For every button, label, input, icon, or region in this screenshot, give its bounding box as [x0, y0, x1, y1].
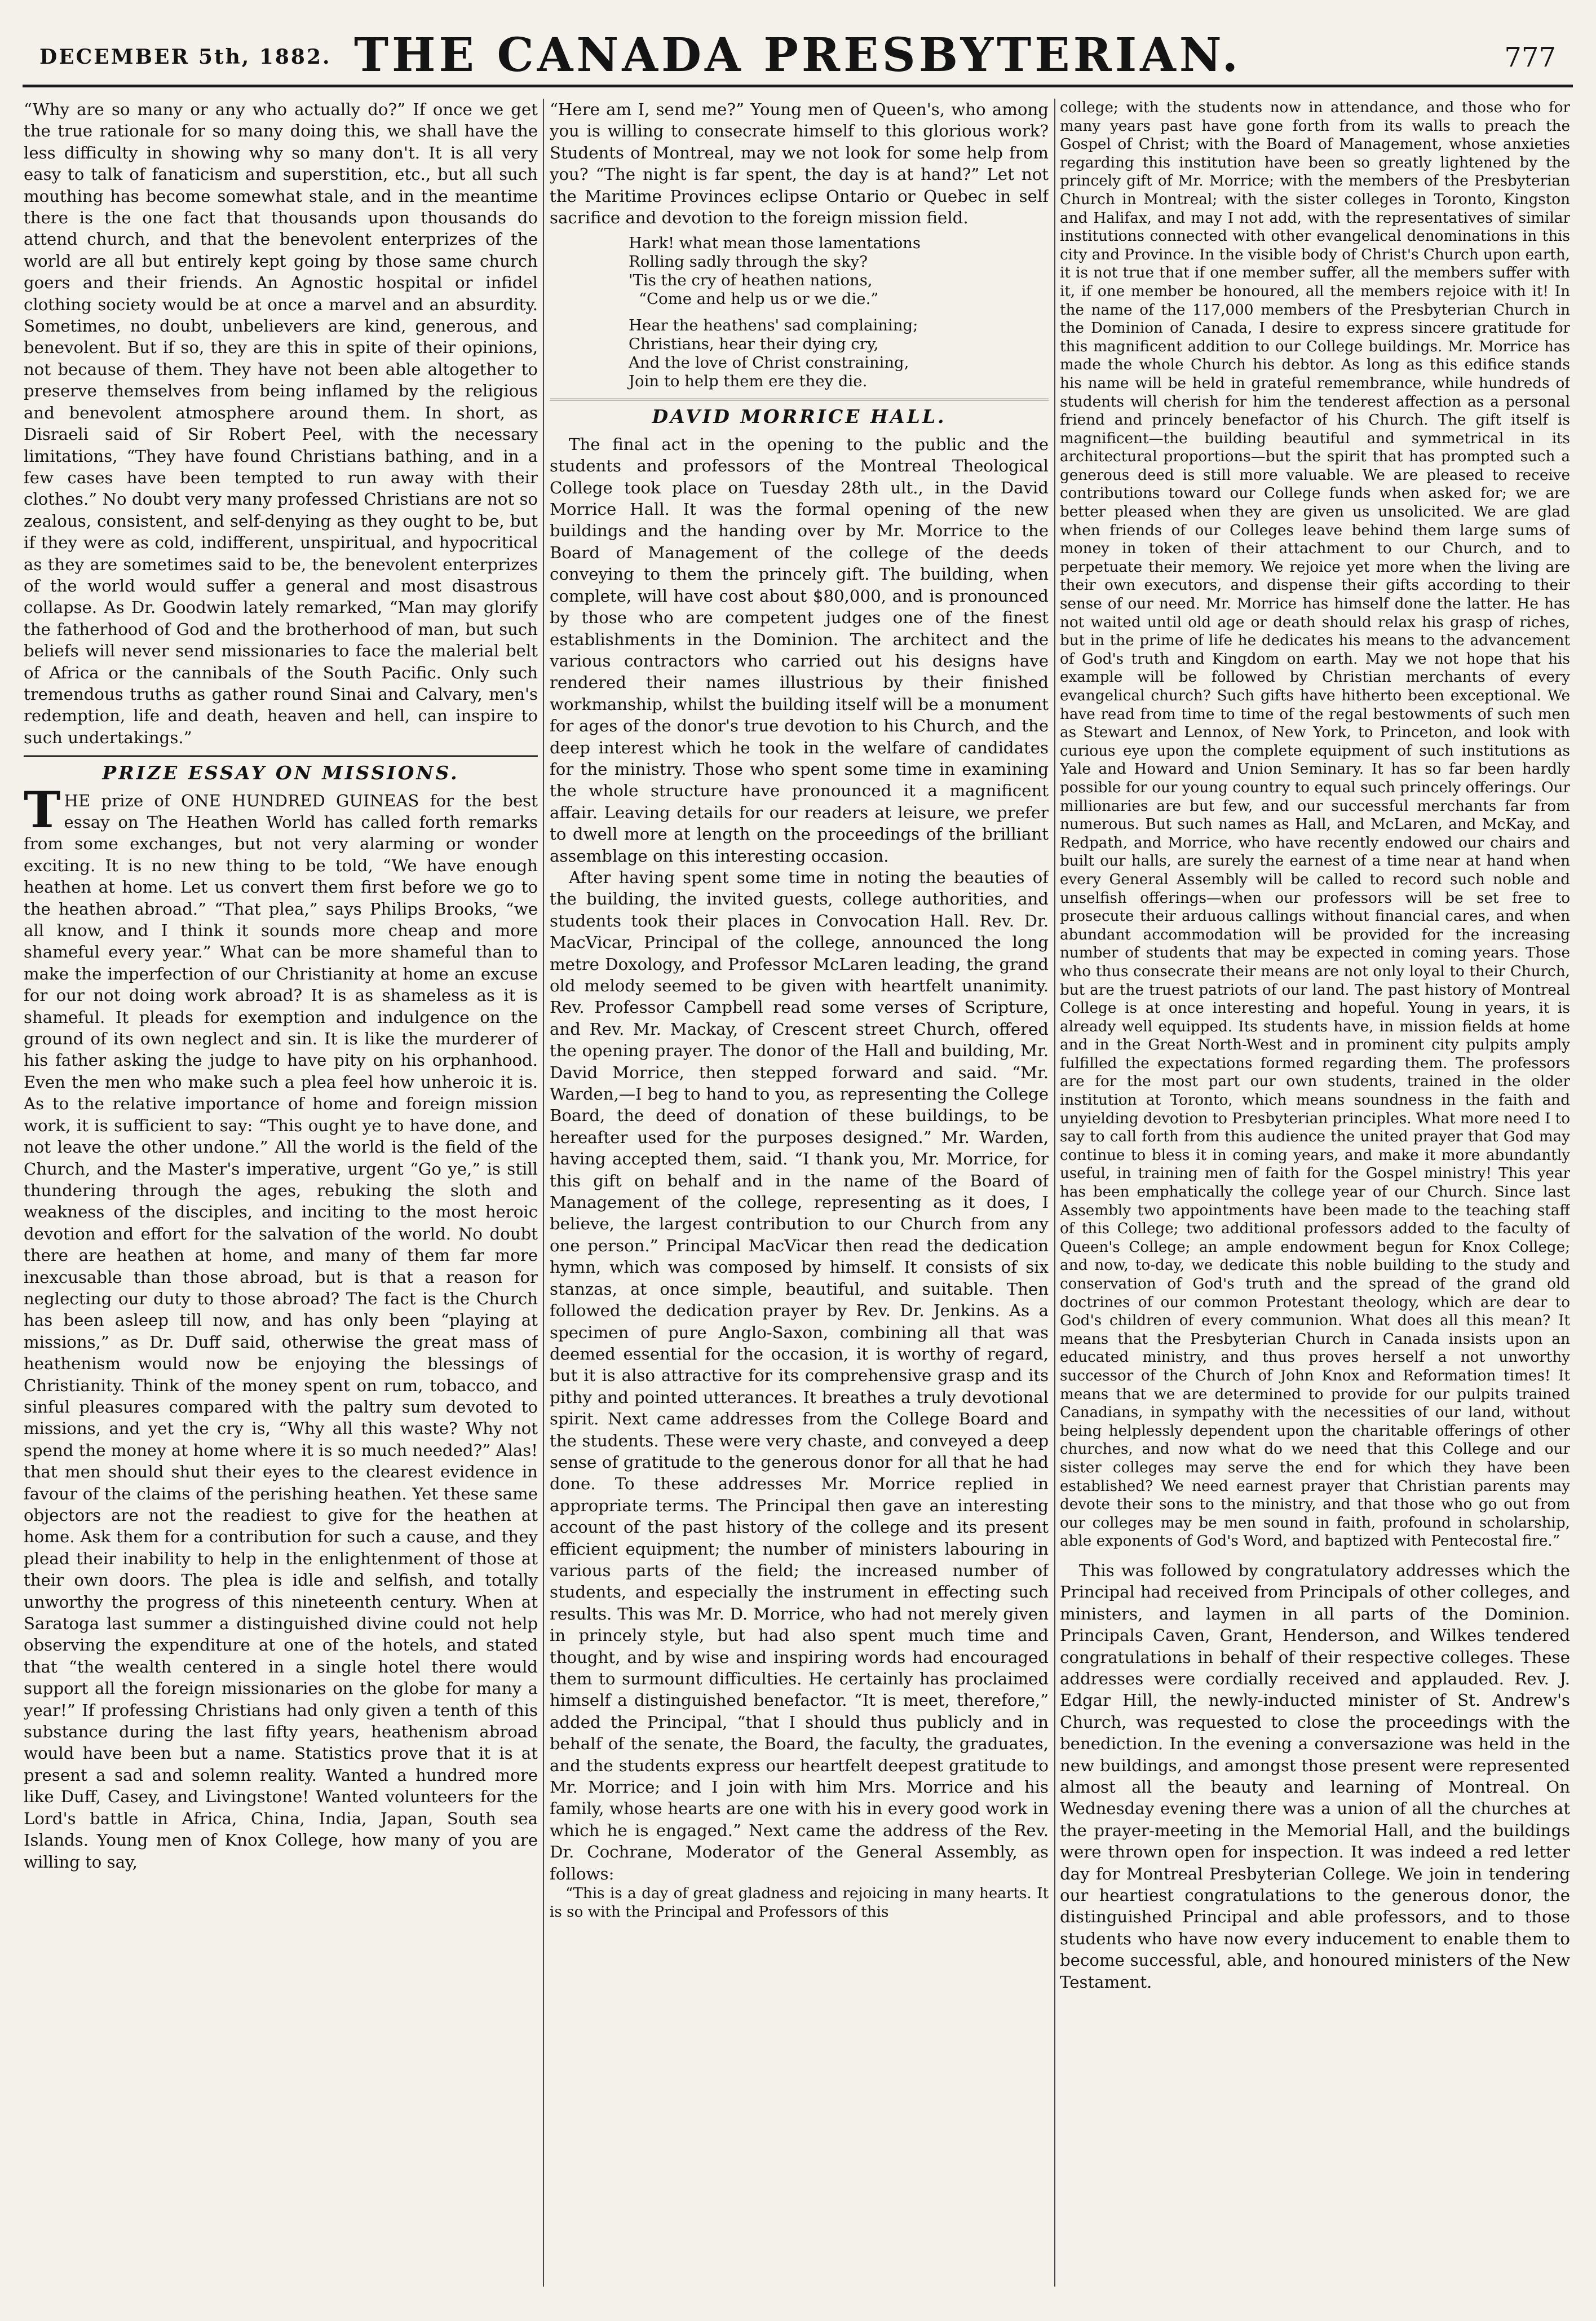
verse-line: Hear the heathens' sad complaining; — [629, 316, 918, 335]
article-paragraph: The final act in the opening to the public and the students and professors of the Montreal Theological College took place on Tuesday 28th ult., in the David Morrice Hall. It was the formal opening of the new buildings and the handing over by Mr. Morrice to the Board of Management of the college of the deeds conveying to them the princely gift. The building, when complete, will have cost about $80,000, and is pronounced by those who are competent judges one of the finest establishments in the Dominion. The architect and the various contractors who carried out his designs have rendered their names illustrious by their finished workmanship, whilst the building itself will be a monument for ages of the donor's true devotion to his Church, and the deep interest which he took in the welfare of candidates for the ministry. Those who spent some time in examining the whole structure have pronounced it a magnificent affair. Leaving details for our readers at leisure, we prefer to dwell more at length on the proceedings of the brilliant assemblage on this interesting occasion. — [550, 434, 1049, 866]
article-paragraph: college; with the students now in attendance, and those who for many years past have gone forth from its walls to preach the Gospel of Christ; with the Board of Management, whose anxieties regarding this institution have been so greatly lightened by the princely gift of Mr. Morrice; with the members of the Presbyterian Church in Montreal; with the sister colleges in Toronto, Kingston and Halifax, and may I not add, with the representatives of similar institutions connected with other evangelical denominations in this city and Province. In the visible body of Christ's Church upon earth, it is not true that if one member suffer, all the members suffer with it, if one member be honoured, all the members rejoice with it! In the name of the 117,000 members of the Presbyterian Church in the Dominion of Canada, I desire to express sincere gratitude for this magnificent addition to our College buildings. Mr. Morrice has made the whole Church his debtor. As long as this edifice stands his name will be held in grateful remembrance, while hundreds of students will cherish for him the tenderest affection as a personal friend and princely benefactor of his Church. The gift itself is magnificent—the building beautiful and symmetrical in its architectural proportions—but the spirit that has prompted such a generous deed is still more valuable. We are pleased to receive contributions toward our College funds when asked for; we are better pleased when they are given us unsolicited. We are glad when friends of our Colleges leave behind them large sums of money in token of their attachment to our Church, and to perpetuate their memory. We rejoice yet more when the living are their own executors, and dispense their gifts according to their sense of our need. Mr. Morrice has himself done the latter. He has not waited until old age or death should relax his grasp of riches, but in the prime of life he dedicates his means to the advancement of God's truth and Kingdom on earth. May we not hope that his example will be followed by Christian merchants of every evangelical church? Such gifts have hitherto been exceptional. We have read from time to time of the regal bestowments of such men as Stewart and Lennox, of New York, to Princeton, and look with curious eye upon the complete equipment of such institutions as Yale and Howard and Union Seminary. It has so far been hardly possible for our young country to equal such princely offerings. Our millionaries are but few, and our successful merchants far from numerous. But such names as Hall, and McLaren, and McKay, and Redpath, and Morrice, who have recently endowed our chairs and built our halls, are surely the earnest of a time near at hand when every General Assembly will be called to record such noble and unselfish offerings—when our professors will be set free to prosecute their arduous callings without financial cares, and when abundant accommodation will be provided for the increasing number of students that may be expected in coming years. Those who thus consecrate their means are not only loyal to their Church, but are the truest patriots of our land. The past history of Montreal College is at once interesting and hopeful. Young in years, it is already well equipped. Its students have, in mission fields at home and in the Great North-West and in prominent city pulpits amply fulfilled the expectations formed regarding them. The professors are for the most part our own students, trained in the older institution at Toronto, which means soundness in the faith and unyielding devotion to Presbyterian principles. What more need I to say to call forth from this audience the united prayer that God may continue to bless it in coming years, and make it more abundantly useful, in training men of faith for the Gospel ministry! This year has been emphatically the college year of our Church. Since last Assembly two appointments have been made to the teaching staff of this College; two additional professors added to the faculty of Queen's College; an ample endowment begun for Knox College; and now, to-day, we dedicate this noble building to the study and conservation of God's truth and the spread of the grand old doctrines of our common Protestant theology, which are dear to God's children of every communion. What does all this mean? It means that the Presbyterian Church in Canada insists upon an educated ministry, and thus proves herself a not unworthy successor of the Church of John Knox and Reformation times! It means that we are determined to provide for our pulpits trained Canadians, in sympathy with the necessities of our land, without being helplessly dependent upon the charitable offerings of other churches, and now what do we need that this College and our sister colleges may serve the end for which they have been established? We need earnest prayer that Christian parents may devote their sons to the ministry, and that those who go out from our colleges may be men sound in faith, profound in scholarship, able exponents of God's Word, and baptized with Pentecostal fire.” — [1060, 99, 1570, 1550]
section-heading-morrice-hall: DAVID MORRICE HALL. — [550, 399, 1049, 427]
verse-line: “Come and help us or we die.” — [639, 290, 879, 308]
stanza — [629, 234, 1049, 308]
verse-line: Rolling sadly through the sky? — [629, 253, 868, 271]
column-left — [24, 99, 538, 2287]
verse-line: And the love of Christ constraining, — [629, 354, 909, 372]
issue-date: DECEMBER 5th, 1882. — [39, 45, 331, 69]
stanza — [629, 316, 1049, 391]
column-middle — [550, 99, 1049, 2287]
article-paragraph: This was followed by congratulatory addresses which the Principal had received from Principals of other colleges, and ministers, and laymen in all parts of the Dominion. Principals Caven, Grant, Henderson, and Wilkes tendered congratulations in behalf of their respective colleges. These addresses were cordially received and applauded. Rev. J. Edgar Hill, the newly-inducted minister of St. Andrew's Church, was requested to close the proceedings with the benediction. In the evening a conversazione was held in the new buildings, and amongst those present were represented almost all the beauty and learning of Montreal. On Wednesday evening there was a union of all the churches at the prayer-meeting in the Memorial Hall, and the buildings were thrown open for inspection. It was indeed a red letter day for Montreal Presbyterian College. We join in tendering our heartiest congratulations to the generous donor, the distinguished Principal and able professors, and to those students who have now every inducement to enable them to become successful, able, and honoured ministers of the New Testament. — [1060, 1560, 1570, 1992]
verse-line: Join to help them ere they die. — [629, 372, 868, 391]
newspaper-title: THE CANADA PRESBYTERIAN. — [353, 28, 1242, 82]
drop-cap: T — [24, 780, 61, 839]
page-number: 777 — [1504, 42, 1556, 73]
section-heading-prize-essay: PRIZE ESSAY ON MISSIONS. — [24, 755, 538, 784]
quoted-address-continued — [1060, 99, 1570, 1551]
article-text: HE prize of ONE HUNDRED GUINEAS for the best essay on The Heathen World has called forth remarks from some exchanges, but not very alarming or wonder exciting. It is no new thing to be told, “We have enough heathen at home. Let us convert them first before we go to the heathen abroad.” “That plea,” says Philips Brooks, “we all know, and I think it sounds more cheap and more shameful every year.” What can be more shameful than to make the imperfection of our Christianity at home an excuse for our not doing work abroad? It is as shameless as it is shameful. It pleads for exemption and indulgence on the ground of its own neglect and sin. It is like the murderer of his father asking the judge to have pity on his orphanhood. Even the men who make such a plea feel how unheroic it is. As to the relative importance of home and foreign mission work, it is sufficient to say: “This ought ye to have done, and not leave the other undone.” All the world is the field of the Church, and the Master's imperative, urgent “Go ye,” is still thundering through the ages, rebuking the sloth and weakness of the disciples, and inciting to the most heroic devotion and effort for the salvation of the world. No doubt there are heathen at home, and many of them far more inexcusable than those abroad, but is that a reason for neglecting our duty to those abroad? The fact is the Church has been asleep till now, and has only been “playing at missions,” as Dr. Duff said, otherwise the great mass of heathenism would now be enjoying the blessings of Christianity. Think of the money spent on rum, tobacco, and sinful pleasures compared with the paltry sum devoted to missions, and yet the cry is, “Why all this waste? Why not spend the money at home where it is so much needed?” Alas! that men should shut their eyes to the clearest evidence in favour of the claims of the perishing heathen. Yet these same objectors are not the readiest to give for the heathen at home. Ask them for a contribution for such a cause, and they plead their inability to help in the enlightenment of those at their own doors. The plea is idle and selfish, and totally unworthy the progress of this nineteenth century. When at Saratoga last summer a distinguished divine could not help observing the expenditure at one of the hotels, and stated that “the wealth centered in a single hotel there would support all the foreign missionaries on the globe for many a year!” If professing Christians had only given a tenth of this substance during the last fifty years, heathenism abroad would have been but a name. Statistics prove that it is at present a sad and solemn reality. Wanted a hundred more like Duff, Casey, and Livingstone! Wanted volunteers for the Lord's battle in Africa, China, India, Japan, South sea Islands. Young men of Knox College, how many of you are willing to say, — [24, 791, 538, 1872]
verse-line: Christians, hear their dying cry, — [629, 335, 879, 354]
article-paragraph: “Here am I, send me?” Young men of Queen's, who among you is willing to consecrate himself to this glorious work? Students of Montreal, may we not look for some help from you? “The night is far spent, the day is at hand?” Let not the Maritime Provinces eclipse Ontario or Quebec in self sacrifice and devotion to the foreign mission field. — [550, 100, 1049, 228]
article-paragraph: “Why are so many or any who actually do?” If once we get the true rationale for so many doing this, we shall have the less difficulty in showing why so many don't. It is all very easy to talk of fanaticism and superstition, etc., but all such mouthing has become somewhat stale, and in the meantime there is the one fact that thousands upon thousands do attend church, and that the benevolent enterprizes of the world are all but entirely kept going by those same church goers and their friends. An Agnostic hospital or infidel clothing society would be at once a marvel and an absurdity. Sometimes, no doubt, unbelievers are kind, generous, and benevolent. But if so, they are this in spite of their opinions, not because of them. They have not been able altogether to preserve themselves from being inflamed by the religious and benevolent atmosphere around them. In short, as Disraeli said of Sir Robert Peel, with the necessary limitations, “They have found Christians bathing, and in a few cases have been tempted to run away with their clothes.” No doubt very many professed Christians are not so zealous, consistent, and self-denying as they ought to be, but if they were as cold, indifferent, unspiritual, and hypocritical as they are sometimes said to be, the benevolent enterprizes of the world would suffer a general and most disastrous collapse. As Dr. Goodwin lately remarked, “Man may glorify the fatherhood of God and the brotherhood of man, but such beliefs will never send missionaries to face the malerial belt of Africa or the cannibals of the South Pacific. Only such tremendous truths as gather round Sinai and Calvary, men's redemption, life and death, heaven and hell, can inspire to such undertakings.” — [24, 100, 538, 747]
verse-line: Hark! what mean those lamentations — [629, 234, 921, 253]
quoted-address — [550, 1885, 1049, 1921]
verse-line: 'Tis the cry of heathen nations, — [629, 271, 873, 290]
article-paragraph: “This is a day of great gladness and rejoicing in many hearts. It is so with the Principal and Professors of this — [550, 1885, 1049, 1921]
article-paragraph — [24, 780, 538, 1873]
article-closing — [1060, 1560, 1570, 1993]
article-paragraph: After having spent some time in noting the beauties of the building, the invited guests, college authorities, and students took their places in Convocation Hall. Rev. Dr. MacVicar, Principal of the college, announced the long metre Doxology, and Professor McLaren leading, the grand old melody seemed to be given with heartfelt unanimity. Rev. Professor Campbell read some verses of Scripture, and Rev. Mr. Mackay, of Crescent street Church, offered the opening prayer. The donor of the Hall and building, Mr. David Morrice, then stepped forward and said. “Mr. Warden,—I beg to hand to you, as representing the College Board, the deed of donation of these buildings, to be hereafter used for the purposes designed.” Mr. Warden, having accepted them, said. “I thank you, Mr. Morrice, for this gift on behalf and in the name of the Board of Management of the college, representing as it does, I believe, the largest contribution to our Church from any one person.” Principal MacVicar then read the dedication hymn, which was composed by himself. It consists of six stanzas, at once simple, beautiful, and suitable. Then followed the dedication prayer by Rev. Dr. Jenkins. As a specimen of pure Anglo-Saxon, combining all that was deemed essential for the occasion, it is worthy of regard, but it is also attractive for its comprehensive grasp and its pithy and pointed utterances. It breathes a truly devotional spirit. Next came addresses from the College Board and the students. These were very chaste, and conveyed a deep sense of gratitude to the generous donor for all that he had done. To these addresses Mr. Morrice replied in appropriate terms. The Principal then gave an interesting account of the past history of the college and its present efficient equipment; the number of ministers labouring in various parts of the field; the increased number of students, and especially the instrument in effecting such results. This was Mr. D. Morrice, who had not merely given in princely style, but had also spent much time and thought, and by wise and inspiring words had encouraged them to surmount difficulties. He certainly has proclaimed himself a distinguished benefactor. “It is meet, therefore,” added the Principal, “that I should thus publicly and in behalf of the senate, the Board, the faculty, the graduates, and the students express our heartfelt deepest gratitude to Mr. Morrice; and I join with him Mrs. Morrice and his family, whose hearts are one with his in every good work in which he is engaged.” Next came the address of the Rev. Dr. Cochrane, Moderator of the General Assembly, as follows: — [550, 867, 1049, 1883]
column-rule-right — [1054, 99, 1055, 2287]
hymn-verse — [629, 234, 1049, 391]
column-right — [1060, 99, 1570, 2287]
masthead — [23, 23, 1573, 87]
column-rule-left — [543, 99, 544, 2287]
